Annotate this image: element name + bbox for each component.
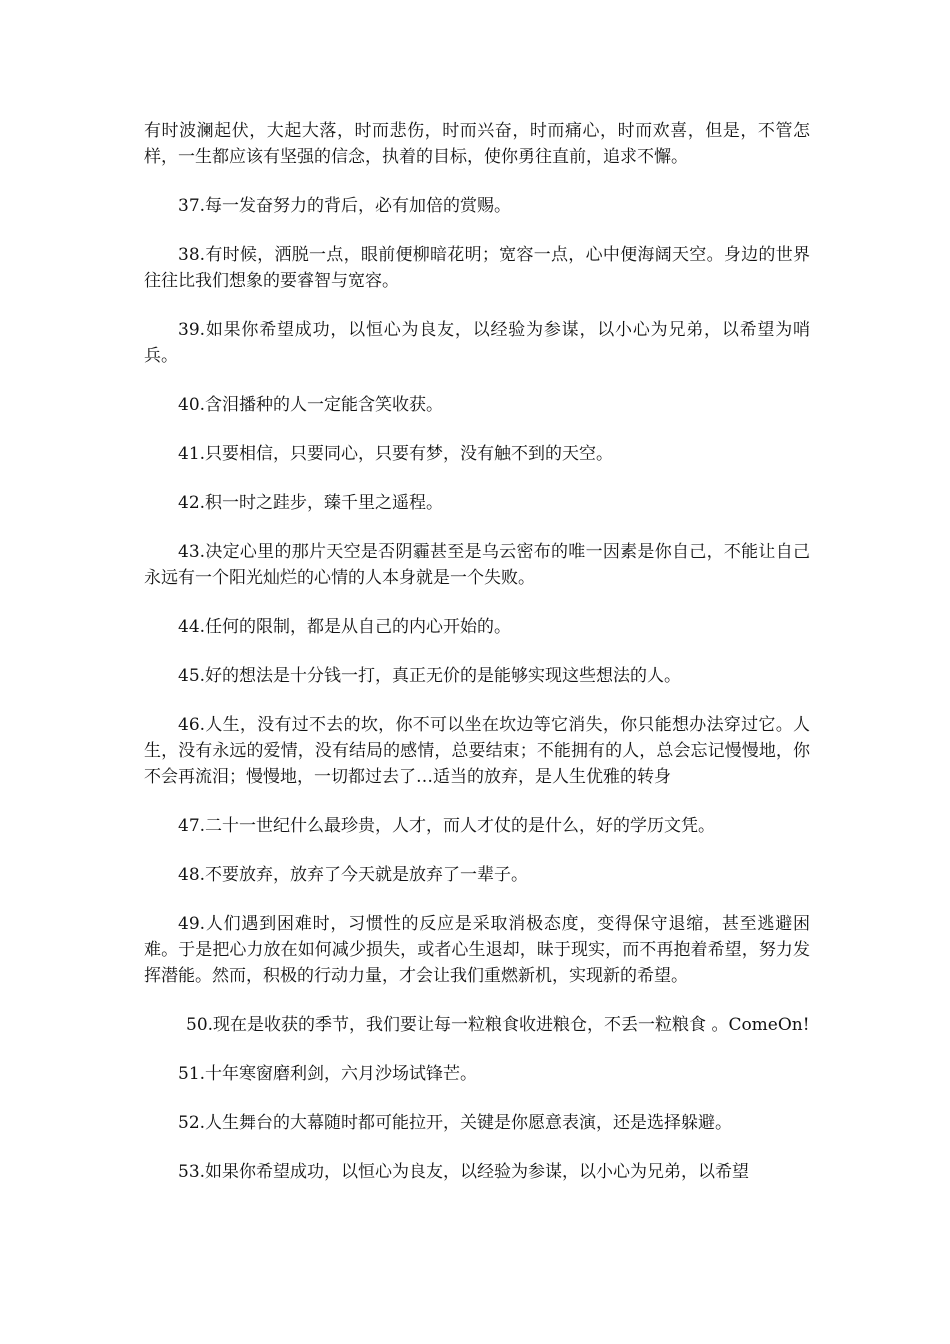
paragraph-46: 46.人生，没有过不去的坎，你不可以坐在坎边等它消失，你只能想办法穿过它。人生，没有永远的爱情，没有结局的感情，总要结束；不能拥有的人，总会忘记慢慢地，你不会再流泪；慢慢地，一切都过去了…适当的放弃，是人生优雅的转身: [144, 715, 810, 787]
paragraph-53: 53.如果你希望成功，以恒心为良友，以经验为参谋，以小心为兄弟，以希望: [178, 1162, 750, 1182]
paragraph-47: 47.二十一世纪什么最珍贵，人才，而人才仗的是什么，好的学历文凭。: [178, 816, 716, 836]
paragraph-42: 42.积一时之跬步，臻千里之遥程。: [178, 493, 444, 513]
paragraph-52: 52.人生舞台的大幕随时都可能拉开，关键是你愿意表演，还是选择躲避。: [178, 1113, 733, 1133]
paragraph-38: 38.有时候，洒脱一点，眼前便柳暗花明；宽容一点，心中便海阔天空。身边的世界往往比我们想象的要睿智与宽容。: [144, 245, 810, 291]
paragraph-37: 37.每一发奋努力的背后，必有加倍的赏赐。: [178, 196, 512, 216]
paragraph-51: 51.十年寒窗磨利剑，六月沙场试锋芒。: [178, 1064, 478, 1084]
paragraph-45: 45.好的想法是十分钱一打，真正无价的是能够实现这些想法的人。: [178, 666, 682, 686]
document-body: [144, 118, 810, 1208]
paragraph-39: 39.如果你希望成功，以恒心为良友，以经验为参谋，以小心为兄弟，以希望为哨兵。: [144, 320, 810, 366]
paragraph-continuation: 有时波澜起伏，大起大落，时而悲伤，时而兴奋，时而痛心，时而欢喜，但是，不管怎样，一生都应该有坚强的信念，执着的目标，使你勇往直前，追求不懈。: [144, 121, 810, 167]
paragraph-48: 48.不要放弃，放弃了今天就是放弃了一辈子。: [178, 865, 529, 885]
paragraph-44: 44.任何的限制，都是从自己的内心开始的。: [178, 617, 512, 637]
paragraph-49: 49.人们遇到困难时，习惯性的反应是采取消极态度，变得保守退缩，甚至逃避困难。于是把心力放在如何减少损失，或者心生退却，昧于现实，而不再抱着希望，努力发挥潜能。然而，积极的行动力量，才会让我们重燃新机，实现新的希望。: [144, 914, 810, 986]
paragraph-41: 41.只要相信，只要同心，只要有梦，没有触不到的天空。: [178, 444, 614, 464]
paragraph-43: 43.决定心里的那片天空是否阴霾甚至是乌云密布的唯一因素是你自己，不能让自己永远有一个阳光灿烂的心情的人本身就是一个失败。: [144, 542, 810, 588]
paragraph-50: 50.现在是收获的季节，我们要让每一粒粮食收进粮仓，不丢一粒粮食 。ComeOn!: [186, 1015, 810, 1035]
paragraph-40: 40.含泪播种的人一定能含笑收获。: [178, 395, 444, 415]
